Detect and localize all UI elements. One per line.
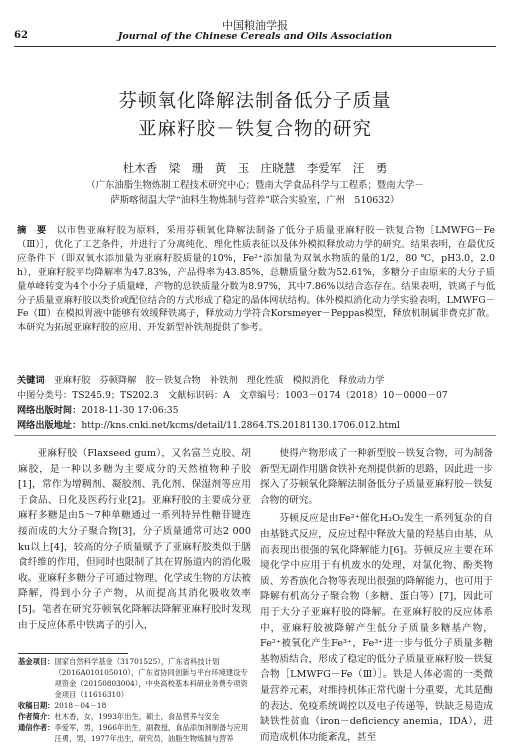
- footnote: [18, 656, 251, 744]
- affiliation-line-1: （广东油脂生物炼制工程技术研究中心；暨南大学食品科学与工程系；暨南大学－: [86, 180, 424, 191]
- footnote-corresponding-2: 汪勇，男，1977年出生，研究员，油脂生物炼制与营养: [54, 734, 234, 743]
- body-column-right: [260, 446, 493, 745]
- abstract: [17, 224, 495, 335]
- publish-time-value: 2018-11-30 17:06:35: [81, 405, 179, 416]
- paper-title-line-1: 芬顿氧化降解法制备低分子质量: [118, 91, 392, 112]
- footnote-fund: 基金项目： 国家自然科学基金（31701525），广东省科技计划（2016A010105010），广东省协同创新与平台环境建设专项资金（20150803004），中央高校基本科研业务费专项资金项目（11616310）: [18, 657, 248, 699]
- body-paragraph: 使得产物形成了一种新型胶－铁复合物，可为制备新型无副作用膳食铁补充剂提供新的思路，因此进一步探入了芬顿氧化降解法制备低分子质量亚麻籽胶－铁复合物的研究。: [260, 448, 493, 506]
- journal-title-en: Journal of the Chinese Cereals and Oils Association: [117, 31, 393, 42]
- affiliation-line-2: 萨斯喀彻温大学“油料生物炼制与营养”联合实验室，广州 510632）: [110, 195, 400, 206]
- footnote-author: 作者简介： 杜木香，女，1993年出生，硕士，食品营养与安全: [18, 712, 219, 721]
- body-paragraph: 芬顿反应是由Fe²⁺催化H₂O₂发生一系列复杂的自由基链式反应，反应过程中释放大量的羟基自由基，从而表现出很强的氧化降解能力[6]。芬顿反应主要在环境化学中应用于有机废水的处理，对氯化物、酚类物质、芳香族化合物等表现出很强的降解能力，也可用于降解有机高分子聚合物（多糖、蛋白等）[7]，因此可用于大分子亚麻籽胶的降解。在亚麻籽胶的反应体系中，亚麻籽胶被降解产生低分子质量多糖基产物，Fe²⁺被氧化产生Fe³⁺，Fe³⁺进一步与低分子质量多糖基物质结合，形成了稳定的低分子质量亚麻籽胶－铁复合物［LMWFG－Fe（Ⅲ）］。铁是人体必需的一类微量营养元素，对维持机体正常代谢十分重要，尤其是酶的表达、免疫系统调控以及电子传递等，铁缺乏易造成缺铁性贫血（iron－deficiency anemia，IDA），进而造成机体功能紊乱，甚至: [260, 513, 493, 743]
- author-list: 杜木香 梁 珊 黄 玉 庄晓慧 李爱军 汪 勇: [122, 161, 388, 175]
- publish-time-line: [17, 402, 495, 416]
- header-rule: [14, 46, 496, 47]
- keywords-line: [17, 372, 495, 386]
- publish-time-label: 网络出版时间：: [17, 405, 82, 416]
- body-column-left: [18, 446, 251, 633]
- page-number: 62: [14, 30, 28, 41]
- body-paragraph: 亚麻籽胶（Flaxseed gum），又名富兰克胶、胡麻胶，是一种以多糖为主要成分的天然植物种子胶[1]，常作为增稠剂、凝胶剂、乳化剂、保湿剂等应用于食品、日化及医药行业[2]。亚麻籽胶的主要成分亚麻籽多糖是由5～7种单糖通过一系列特异性糖苷键连接而成的大分子聚合物[3]，分子质量通常可达2 000 ku以上[4]，较高的分子质量赋予了亚麻籽胶类似于膳食纤维的作用，但同时也限制了其在胃肠道内的消化吸收。亚麻籽多糖分子可通过物理、化学或生物的方法被降解，得到小分子产物，从而提高其消化吸收效率[5]。笔者在研究芬顿氧化降解法降解亚麻籽胶时发现由于反应体系中铁离子的引入，: [18, 448, 251, 631]
- abstract-text: 以市售亚麻籽胶为原料，采用芬顿氧化降解法制备了低分子质量亚麻籽胶－铁复合物［LMWFG－Fe（Ⅲ）］，优化了工艺条件，并进行了分离纯化、理化性质表征以及体外模拟释放动力学的研究。结果表明，在最优反应条件下（即双氧水添加量为亚麻籽胶质量的10%，Fe²⁺添加量为双氧水物质的量的1/2，80 ℃，pH3.0，2.0 h），亚麻籽胶平均降解率为47.83%，产品得率为43.85%，总糖质量分数为52.61%，多糖分子由原来的大分子质量单峰转变为4个小分子质量峰，产物的总铁质量分数为8.97%，其中7.86%以结合态存在。结果表明，铁离子与低分子质量亚麻籽胶以类价或配位结合的方式形成了稳定的晶体网状结构。体外模拟消化动力学实验表明，LMWFG－Fe（Ⅲ）在模拟胃液中能够有效缓释铁离子，释放动力学符合Korsmeyer－Peppas模型，释放机制属非费克扩散。本研究为拓展亚麻籽胶的应用、开发新型补铁剂提供了参考。: [17, 225, 495, 334]
- keywords-label: 关键词: [17, 375, 45, 386]
- abstract-rule: [14, 435, 496, 436]
- publish-address-link[interactable]: http://kns.cnki.net/kcms/detail/11.2864.TS.20181130.1706.012.html: [81, 420, 400, 431]
- journal-title-cn: 中国粮油学报: [222, 19, 288, 32]
- abstract-label: 摘 要: [17, 225, 47, 236]
- footnote-corresponding: 通信作者： 李爱军，男，1966年出生，副教授，食品添加剂制备与应用: [18, 723, 249, 732]
- publish-address-label: 网络出版地址：: [17, 420, 82, 431]
- footnote-rule: [18, 653, 128, 654]
- classification-line: 中图分类号：TS245.9；TS202.3 文献标识码：A 文章编号：1003－0174（2018）10－0000－07: [17, 390, 448, 401]
- footnote-received: 收稿日期： 2018－04－18: [18, 701, 107, 710]
- paper-title-line-2: 亚麻籽胶－铁复合物的研究: [137, 119, 372, 140]
- keywords-text: 亚麻籽胶 芬顿降解 胶－铁复合物 补铁剂 理化性质 模拟消化 释放动力学: [53, 375, 385, 386]
- publish-address-line: [17, 417, 495, 431]
